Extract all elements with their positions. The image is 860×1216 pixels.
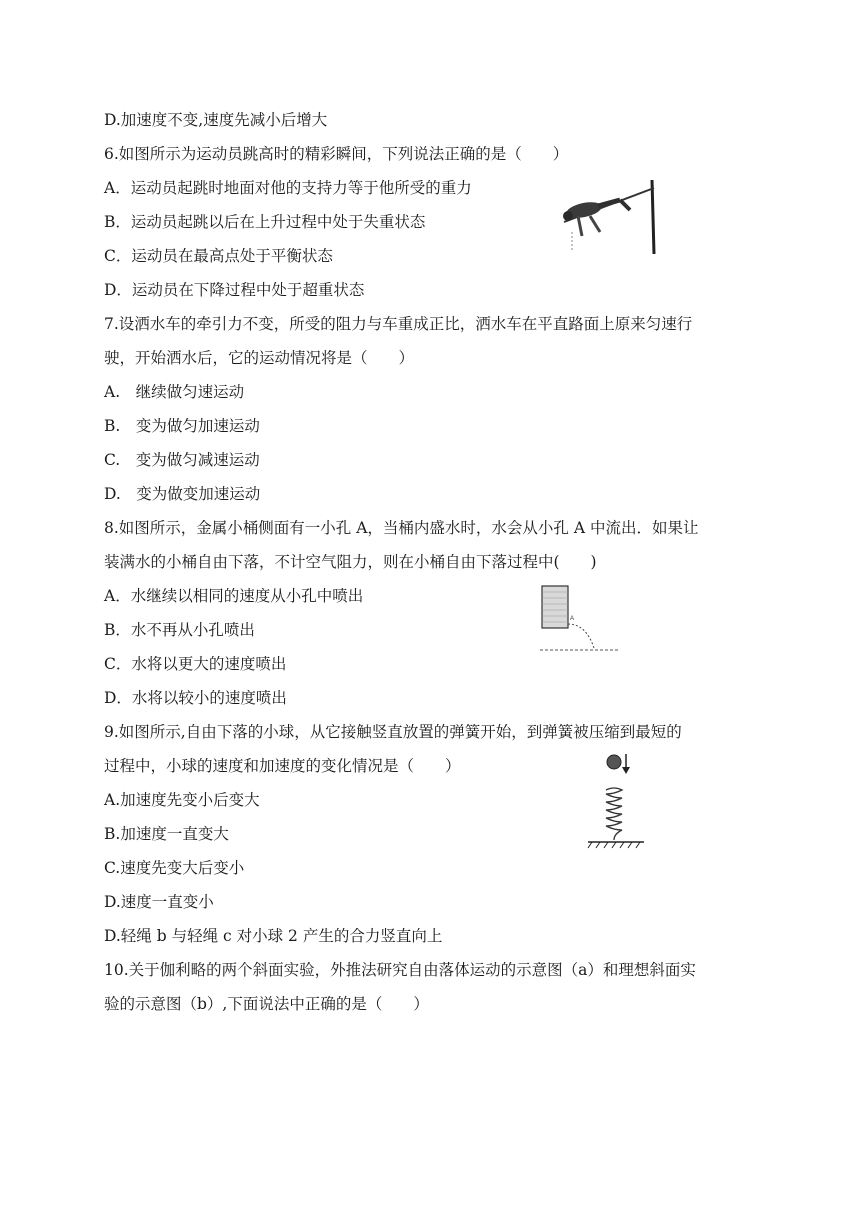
q7-option-c: C. 变为做匀减速运动 — [104, 451, 260, 469]
q9-option-d: D.速度一直变小 — [104, 893, 214, 911]
q6-stem: 6.如图所示为运动员跳高时的精彩瞬间，下列说法正确的是（ ） — [104, 145, 569, 163]
q7-option-b: B. 变为做匀加速运动 — [104, 417, 260, 435]
q7-option-a: A. 继续做匀速运动 — [104, 383, 245, 401]
high-jump-figure — [560, 176, 660, 256]
q9-option-b: B.加速度一直变大 — [104, 825, 229, 843]
q10-stem-line2: 验的示意图（b）,下面说法中正确的是（ ） — [104, 995, 429, 1013]
q8-option-b: B．水不再从小孔喷出 — [104, 621, 255, 639]
q6-option-c: C．运动员在最高点处于平衡状态 — [104, 247, 333, 265]
q9-stem-line2: 过程中，小球的速度和加速度的变化情况是（ ） — [104, 757, 461, 775]
q8-option-d: D．水将以较小的速度喷出 — [104, 689, 287, 707]
q5-option-d: D.加速度不变,速度先减小后增大 — [104, 111, 328, 129]
q6-option-b: B．运动员起跳以后在上升过程中处于失重状态 — [104, 213, 426, 231]
q9-extra-option-d: D.轻绳 b 与轻绳 c 对小球 2 产生的合力竖直向上 — [104, 927, 443, 945]
q9-stem-line1: 9.如图所示,自由下落的小球，从它接触竖直放置的弹簧开始，到弹簧被压缩到最短的 — [104, 723, 682, 741]
q9-option-a: A.加速度先变小后变大 — [104, 791, 260, 809]
spring-ball-figure — [586, 750, 646, 854]
q6-option-a: A．运动员起跳时地面对他的支持力等于他所受的重力 — [104, 179, 472, 197]
bucket-figure — [538, 584, 622, 656]
q8-stem-line2: 装满水的小桶自由下落，不计空气阻力，则在小桶自由下落过程中( ) — [104, 553, 597, 571]
q7-stem-line2: 驶，开始洒水后，它的运动情况将是（ ） — [104, 349, 415, 367]
q7-stem-line1: 7.设洒水车的牵引力不变，所受的阻力与车重成正比，洒水车在平直路面上原来匀速行 — [104, 315, 693, 333]
hole-label: A — [570, 616, 575, 622]
q7-option-d: D. 变为做变加速运动 — [104, 485, 261, 503]
q6-option-d: D．运动员在下降过程中处于超重状态 — [104, 281, 365, 299]
q9-option-c: C.速度先变大后变小 — [104, 859, 245, 877]
q8-option-a: A．水继续以相同的速度从小孔中喷出 — [104, 587, 364, 605]
q8-stem-line1: 8.如图所示，金属小桶侧面有一小孔 A，当桶内盛水时，水会从小孔 A 中流出．如果让 — [104, 519, 699, 537]
q8-option-c: C．水将以更大的速度喷出 — [104, 655, 287, 673]
q10-stem-line1: 10.关于伽利略的两个斜面实验，外推法研究自由落体运动的示意图（a）和理想斜面实 — [104, 961, 696, 979]
